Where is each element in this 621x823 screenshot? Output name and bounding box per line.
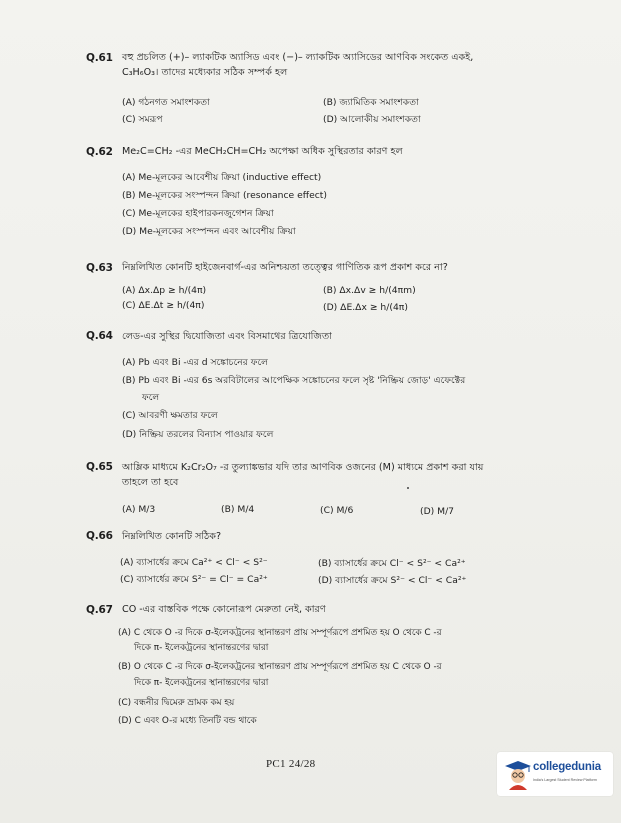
watermark-logo	[497, 752, 613, 796]
option-c: (C) ব্যাসার্ধের ক্রমে S²⁻ = Cl⁻ = Ca²⁺	[120, 574, 268, 585]
watermark-brand: collegedunia	[533, 761, 601, 773]
question-number: Q.63	[86, 262, 113, 274]
option-c: (C) সমরূপ	[122, 114, 163, 125]
option-c: (C) M/6	[320, 505, 354, 516]
option-b: (B) Me-মূলকের সংস্পন্দন ক্রিয়া (resonance effect)	[122, 190, 327, 201]
question-stem: নিম্নলিখিত কোনটি সঠিক?	[122, 531, 222, 542]
question-number: Q.64	[86, 330, 113, 342]
option-a: (A) C থেকে O -র দিকে σ-ইলেকট্রনের স্থানান্তরণ প্রায় সম্পূর্ণরূপে প্রশমিত হয় O থেকে C -র	[118, 628, 442, 638]
question-stem-line-1: আম্লিক মাধ্যমে K₂Cr₂O₇ -র তুল্যাঙ্কভার যদি তার আণবিক ওজনের (M) মাধ্যমে প্রকাশ করা যায়	[122, 462, 484, 473]
question-stem: লেড-এর সুস্থির দ্বিযোজিতা এবং বিসমাথের ত্রিযোজিতা	[122, 331, 332, 342]
option-d: (D) ব্যাসার্ধের ক্রমে S²⁻ < Cl⁻ < Ca²⁺	[318, 575, 467, 586]
option-c: (C) বন্ধনীর দ্বিমেরু ভ্রামক কম হয়	[118, 698, 235, 708]
option-b: (B) জ্যামিতিক সমাংশকতা	[323, 97, 419, 108]
option-c: (C) আবরণী ক্ষমতার ফলে	[122, 410, 218, 421]
option-b: (B) O থেকে C -র দিকে σ-ইলেকট্রনের স্থানান্তরণ প্রায় সম্পূর্ণরূপে প্রশমিত হয় C থেকে O -র	[118, 662, 442, 672]
stray-mark	[407, 487, 409, 489]
question-number: Q.61	[86, 52, 113, 64]
question-number: Q.62	[86, 146, 113, 158]
option-b: (B) Δx.Δv ≥ h/(4πm)	[323, 285, 416, 296]
question-number: Q.67	[86, 604, 113, 616]
question-stem: নিম্নলিখিত কোনটি হাইজেনবার্গ-এর অনিশ্চয়তা তত্ত্বের গাণিতিক রূপ প্রকাশ করে না?	[122, 262, 448, 273]
option-b: (B) M/4	[221, 504, 255, 515]
watermark-tagline: India's Largest Student Review Platform	[533, 778, 597, 782]
question-stem-line-1: বহু প্রচলিত (+)– ল্যাকটিক অ্যাসিড এবং (−)– ল্যাকটিক অ্যাসিডের আণবিক সংকেত একই,	[122, 52, 474, 63]
question-stem-line-2: তাহলে তা হবে	[122, 477, 179, 488]
option-d: (D) আলোকীয় সমাংশকতা	[323, 114, 421, 125]
question-number: Q.66	[86, 530, 113, 542]
question-stem: Me₂C=CH₂ -এর MeCH₂CH=CH₂ অপেক্ষা অধিক সুস্থিরতার কারণ হল	[122, 146, 403, 157]
option-b-continued: দিকে π- ইলেকট্রনের স্থানান্তরণের দ্বারা	[134, 678, 269, 688]
option-b: (B) Pb এবং Bi -এর 6s অরবিটালের আপেক্ষিক সঙ্কোচনের ফলে সৃষ্ট 'নিষ্ক্রিয় জোড়' এফেক্টের	[122, 375, 466, 386]
option-a: (A) Δx.Δp ≥ h/(4π)	[122, 285, 207, 296]
option-d: (D) নিষ্ক্রিয় তরলের বিন্যাস পাওয়ার ফলে	[122, 429, 274, 440]
option-a: (A) Pb এবং Bi -এর d সঙ্কোচনের ফলে	[122, 357, 268, 368]
question-stem: CO -এর বাস্তবিক পক্ষে কোনোরূপ মেরুতা নেই, কারণ	[122, 604, 326, 615]
option-c: (C) Me-মূলকের হাইপারকনজুগেশন ক্রিয়া	[122, 208, 274, 219]
option-b: (B) ব্যাসার্ধের ক্রমে Cl⁻ < S²⁻ < Ca²⁺	[318, 558, 466, 569]
question-stem-line-2: C₃H₆O₃। তাদের মধ্যেকার সঠিক সম্পর্ক হল	[122, 67, 288, 78]
option-b-continued: ফলে	[142, 392, 160, 403]
option-d: (D) C এবং O-র মধ্যে তিনটি বন্ড থাকে	[118, 716, 257, 726]
option-d: (D) ΔE.Δx ≥ h/(4π)	[323, 302, 408, 313]
option-d: (D) M/7	[420, 506, 455, 517]
option-a: (A) M/3	[122, 504, 156, 515]
page-footer: PC1 24/28	[266, 758, 316, 770]
option-c: (C) ΔE.Δt ≥ h/(4π)	[122, 300, 205, 311]
option-a: (A) ব্যাসার্ধের ক্রমে Ca²⁺ < Cl⁻ < S²⁻	[120, 557, 268, 568]
option-d: (D) Me-মূলকের সংস্পন্দন এবং আবেশীয় ক্রিয়া	[122, 226, 296, 237]
option-a-continued: দিকে π- ইলেকট্রনের স্থানান্তরণের দ্বারা	[134, 643, 269, 653]
question-number: Q.65	[86, 461, 113, 473]
graduate-avatar-icon	[503, 758, 533, 790]
option-a: (A) গঠনগত সমাংশকতা	[122, 97, 210, 108]
option-a: (A) Me-মূলকের আবেশীয় ক্রিয়া (inductive effect)	[122, 172, 322, 183]
